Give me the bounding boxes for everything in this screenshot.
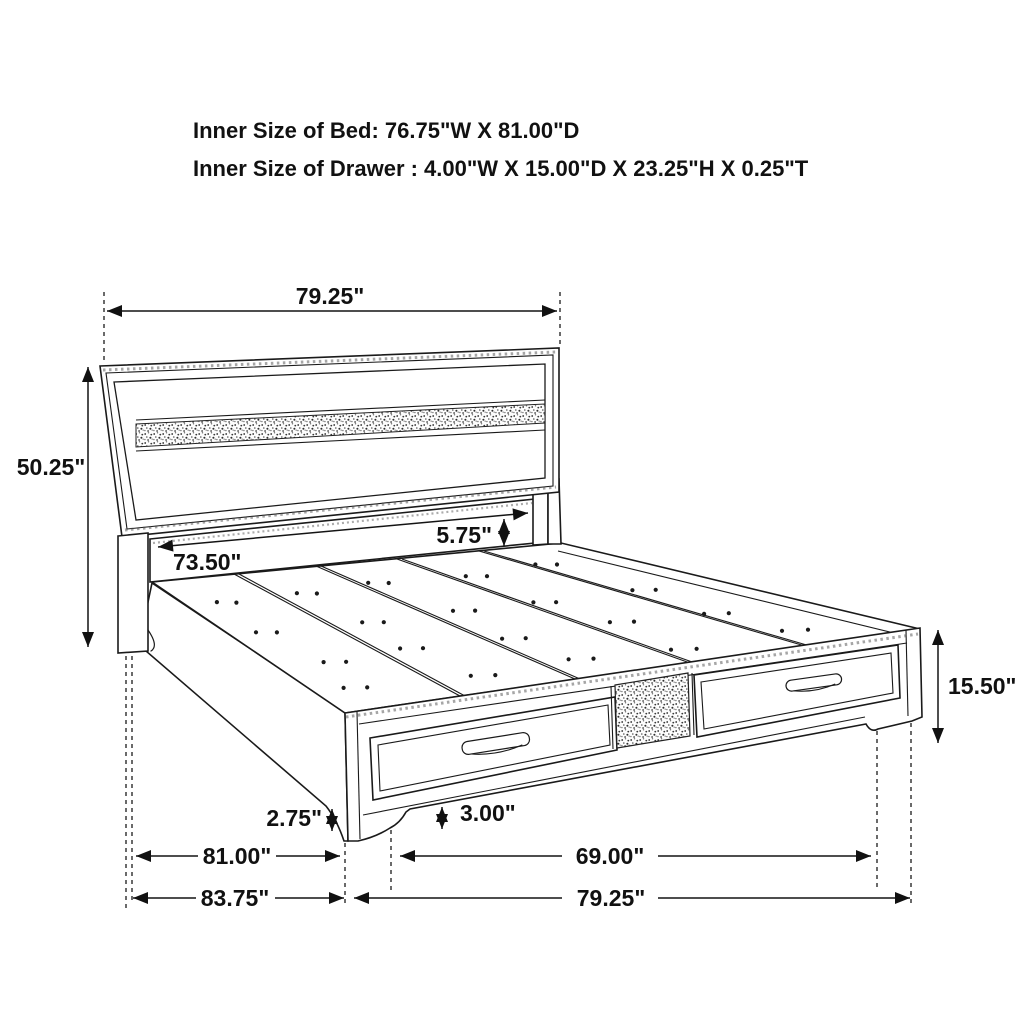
dim-inner-depth: 81.00" xyxy=(202,843,272,869)
dim-floor-clearance: 3.00" xyxy=(460,800,516,826)
screw-dot xyxy=(473,609,477,613)
screw-dot xyxy=(387,581,391,585)
dim-outer-depth: 83.75" xyxy=(200,885,270,911)
screw-dot xyxy=(398,646,402,650)
inner-size-bed-text: Inner Size of Bed: 76.75"W X 81.00"D xyxy=(193,118,580,143)
screw-dot xyxy=(485,574,489,578)
screw-dot xyxy=(632,620,636,624)
screw-dot xyxy=(533,562,537,566)
screw-dot xyxy=(669,648,673,652)
screw-dot xyxy=(702,612,706,616)
screw-dot xyxy=(254,630,258,634)
screw-dot xyxy=(342,686,346,690)
screw-dot xyxy=(315,591,319,595)
screw-dot xyxy=(451,609,455,613)
dim-drawer-section-width: 69.00" xyxy=(575,843,645,869)
dim-footboard-width: 79.25" xyxy=(576,885,646,911)
screw-dot xyxy=(554,600,558,604)
screw-dot xyxy=(630,588,634,592)
screw-dot xyxy=(567,657,571,661)
dim-headboard-height: 50.25" xyxy=(16,454,86,480)
screw-dot xyxy=(322,660,326,664)
screw-dot xyxy=(654,588,658,592)
screw-dot xyxy=(493,673,497,677)
screw-dot xyxy=(806,628,810,632)
screw-dot xyxy=(464,574,468,578)
screw-dot xyxy=(344,660,348,664)
screw-dot xyxy=(591,657,595,661)
center-sparkle-panel xyxy=(611,673,694,749)
screw-dot xyxy=(365,685,369,689)
screw-dot xyxy=(500,637,504,641)
screw-dot xyxy=(366,581,370,585)
screw-dot xyxy=(531,600,535,604)
dim-footboard-height: 15.50" xyxy=(948,673,1017,699)
inner-size-drawer-text: Inner Size of Drawer : 4.00"W X 15.00"D X 23.25"H X 0.25"T xyxy=(193,156,809,181)
screw-dot xyxy=(382,620,386,624)
dim-headboard-width: 79.25" xyxy=(295,283,365,309)
screw-dot xyxy=(234,601,238,605)
screw-dot xyxy=(421,646,425,650)
dim-rail-lip: 2.75" xyxy=(266,805,322,831)
screw-dot xyxy=(695,647,699,651)
screw-dot xyxy=(780,629,784,633)
screw-dot xyxy=(469,674,473,678)
title-block xyxy=(193,118,809,181)
dim-inner-width: 73.50" xyxy=(173,549,242,575)
screw-dot xyxy=(555,562,559,566)
screw-dot xyxy=(608,620,612,624)
screw-dot xyxy=(524,636,528,640)
screw-dot xyxy=(295,591,299,595)
screw-dot xyxy=(215,600,219,604)
dim-deck-to-rail: 5.75" xyxy=(436,522,492,548)
screw-dot xyxy=(275,630,279,634)
screw-dot xyxy=(727,611,731,615)
screw-dot xyxy=(360,620,364,624)
